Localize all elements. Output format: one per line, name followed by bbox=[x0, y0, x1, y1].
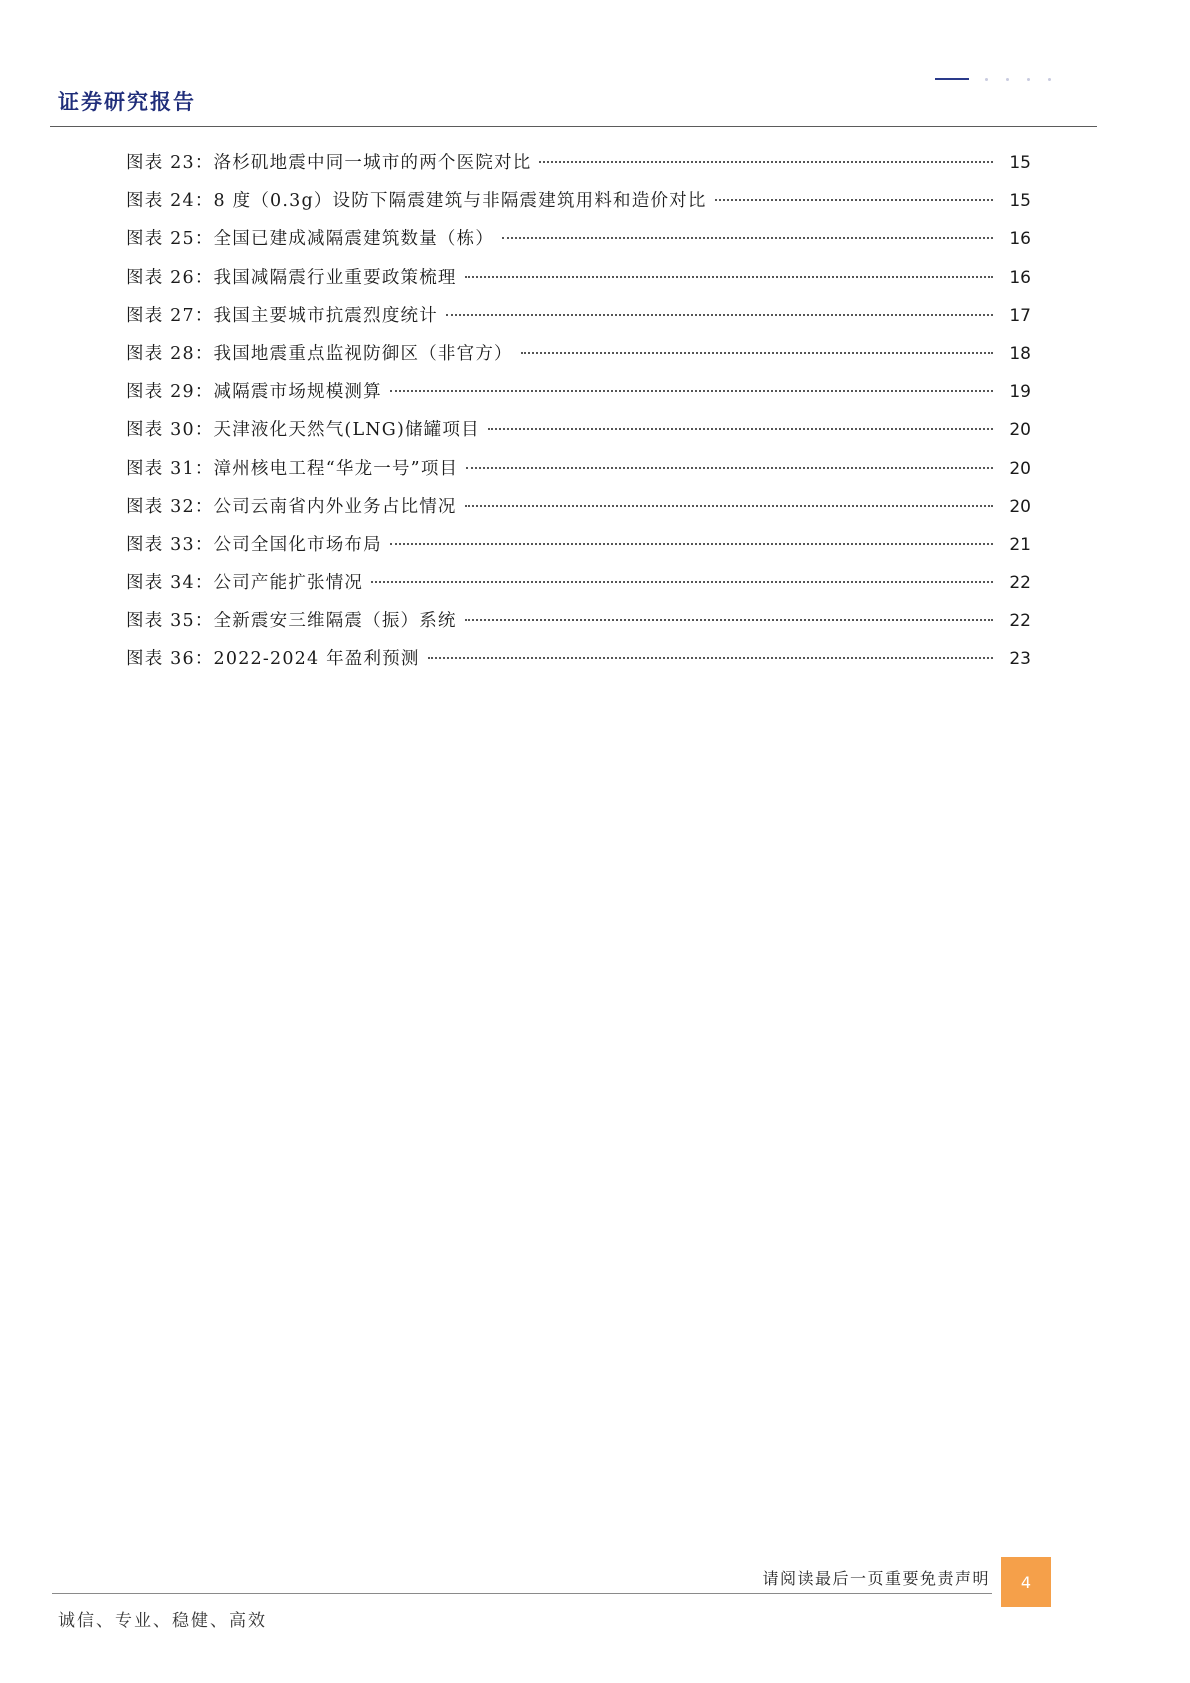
toc-entry-page: 20 bbox=[1009, 420, 1031, 441]
footer-divider bbox=[52, 1593, 992, 1594]
toc-dot-leader bbox=[715, 198, 993, 201]
header-logo-dots bbox=[985, 76, 1065, 82]
toc-entry-page: 16 bbox=[1009, 267, 1031, 288]
toc-dot-leader bbox=[521, 351, 993, 354]
toc-entry[interactable] bbox=[126, 530, 1031, 568]
toc-entry-page: 19 bbox=[1009, 382, 1031, 403]
toc-entry-page: 15 bbox=[1009, 153, 1031, 173]
report-header-title: 证券研究报告 bbox=[58, 89, 196, 114]
toc-entry-page: 17 bbox=[1009, 305, 1031, 326]
footer-motto: 诚信、专业、稳健、高效 bbox=[58, 1611, 267, 1631]
toc-entry[interactable] bbox=[126, 339, 1031, 377]
toc-entry-page: 22 bbox=[1009, 573, 1031, 594]
toc-dot-leader bbox=[390, 542, 993, 545]
toc-dot-leader bbox=[502, 236, 993, 239]
toc-entry[interactable] bbox=[126, 606, 1031, 644]
toc-entry-page: 20 bbox=[1009, 458, 1031, 479]
toc-entry-page: 21 bbox=[1009, 534, 1031, 555]
toc-dot-leader bbox=[371, 580, 993, 583]
toc-entry-page: 16 bbox=[1009, 229, 1031, 250]
header-logo-mark bbox=[935, 78, 969, 80]
toc-entry-page: 22 bbox=[1009, 611, 1031, 632]
toc-entry-label: 图表 26：我国减隔震行业重要政策梳理 bbox=[126, 267, 457, 288]
toc-entry[interactable] bbox=[126, 148, 1031, 186]
toc-entry[interactable] bbox=[126, 301, 1031, 339]
toc-dot-leader bbox=[465, 504, 993, 507]
toc-entry[interactable] bbox=[126, 186, 1031, 224]
toc-dot-leader bbox=[539, 160, 993, 163]
toc-entry-label: 图表 34：公司产能扩张情况 bbox=[126, 573, 364, 594]
toc-dot-leader bbox=[446, 313, 993, 316]
toc-entry-page: 23 bbox=[1009, 649, 1031, 670]
toc-entry-label: 图表 30：天津液化天然气(LNG)储罐项目 bbox=[126, 420, 480, 441]
toc-entry-page: 18 bbox=[1009, 343, 1031, 364]
toc-entry-label: 图表 31：漳州核电工程“华龙一号”项目 bbox=[126, 458, 459, 479]
toc-entry-label: 图表 29：减隔震市场规模测算 bbox=[126, 382, 382, 403]
toc-entry-label: 图表 28：我国地震重点监视防御区（非官方） bbox=[126, 343, 513, 364]
toc-dot-leader bbox=[488, 427, 993, 430]
toc-dot-leader bbox=[428, 656, 993, 659]
toc-entry-label: 图表 36：2022-2024 年盈利预测 bbox=[126, 649, 420, 670]
toc-dot-leader bbox=[390, 389, 993, 392]
toc-entry-label: 图表 32：公司云南省内外业务占比情况 bbox=[126, 496, 457, 517]
toc-entry-label: 图表 25：全国已建成减隔震建筑数量（栋） bbox=[126, 229, 495, 250]
toc-entry[interactable] bbox=[126, 377, 1031, 415]
toc-entry[interactable] bbox=[126, 644, 1031, 682]
toc-entry[interactable] bbox=[126, 263, 1031, 301]
toc-entry[interactable] bbox=[126, 454, 1031, 492]
toc-entry-page: 20 bbox=[1009, 496, 1031, 517]
toc-entry-label: 图表 23：洛杉矶地震中同一城市的两个医院对比 bbox=[126, 153, 532, 173]
toc-entry-label: 图表 35：全新震安三维隔震（振）系统 bbox=[126, 611, 457, 632]
footer-disclaimer: 请阅读最后一页重要免责声明 bbox=[762, 1569, 990, 1588]
toc-dot-leader bbox=[465, 618, 993, 621]
toc-dot-leader bbox=[466, 466, 993, 469]
toc-entry-label: 图表 33：公司全国化市场布局 bbox=[126, 534, 382, 555]
toc-entry[interactable] bbox=[126, 224, 1031, 262]
toc-dot-leader bbox=[465, 275, 993, 278]
header-divider bbox=[50, 126, 1097, 127]
toc-entry-label: 图表 27：我国主要城市抗震烈度统计 bbox=[126, 305, 438, 326]
page-number-badge: 4 bbox=[1001, 1557, 1051, 1607]
toc-entry[interactable] bbox=[126, 492, 1031, 530]
toc-entry[interactable] bbox=[126, 415, 1031, 453]
toc-entry-page: 15 bbox=[1009, 191, 1031, 212]
toc-entry[interactable] bbox=[126, 568, 1031, 606]
table-of-figures bbox=[126, 148, 1031, 683]
toc-entry-label: 图表 24：8 度（0.3g）设防下隔震建筑与非隔震建筑用料和造价对比 bbox=[126, 191, 707, 212]
